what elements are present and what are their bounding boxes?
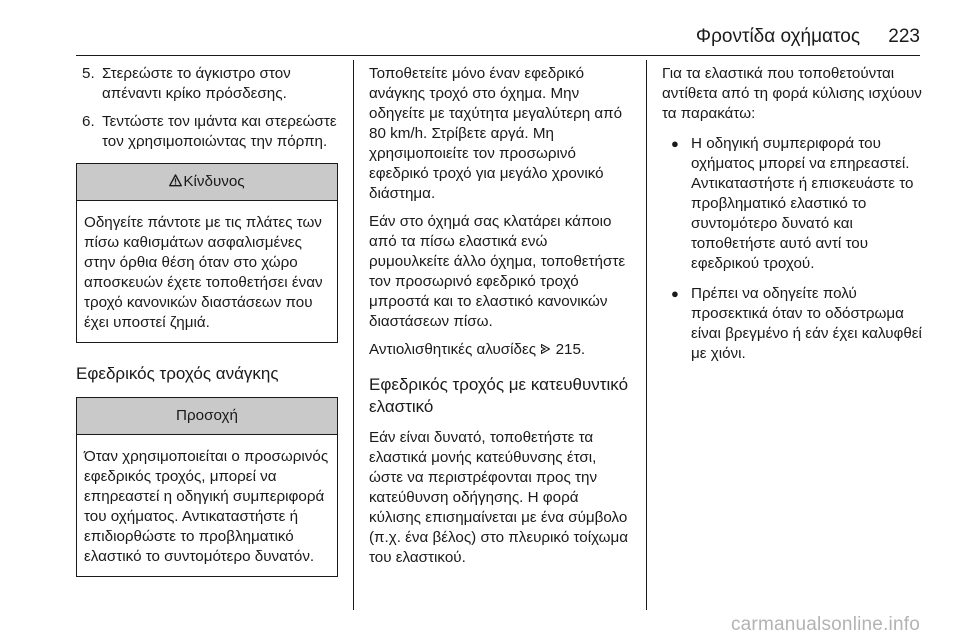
column-3 — [662, 64, 924, 374]
bullet-list — [662, 134, 924, 364]
caution-box-header — [77, 398, 337, 435]
danger-box — [76, 163, 338, 343]
list-item — [662, 284, 924, 364]
page-number: 223 — [888, 26, 920, 47]
cross-reference — [369, 340, 631, 360]
step-number: 6. — [82, 113, 95, 130]
warning-triangle-icon — [169, 174, 182, 187]
cross-reference-page: 215. — [555, 341, 586, 358]
step-number: 5. — [82, 65, 95, 82]
step-text: Στερεώστε το άγκιστρο στον απέναντι κρίκο πρόσδεσης. — [102, 65, 291, 102]
cross-reference-text: Αντιολισθητικές αλυσίδες — [369, 341, 537, 358]
page-reference-arrow-icon — [540, 343, 551, 355]
danger-box-text: Οδηγείτε πάντοτε με τις πλάτες των πίσω καθισμάτων ασφαλισμένες στην όρθια θέση όταν στο χώρο αποσκευών έχετε τοποθετήσει έναν τροχό κανονικών διαστάσεων που έχει υποστεί ζημιά. — [84, 214, 323, 331]
bullet-text: Πρέπει να οδηγείτε πολύ προσεκτικά όταν το οδόστρωμα είναι βρεγμένο ή εάν έχει καλυφθεί με χιόνι. — [691, 285, 922, 362]
paragraph: Για τα ελαστικά που τοποθετούνται αντίθετα από τη φορά κύλισης ισχύουν τα παρακάτω: — [662, 65, 922, 122]
column-divider-2 — [646, 60, 647, 610]
step-item — [76, 64, 338, 104]
section-header-title: Φροντίδα οχήματος — [695, 26, 860, 47]
column-2 — [369, 64, 631, 576]
bullet-icon: ● — [671, 136, 679, 151]
list-item — [662, 134, 924, 274]
steps-list — [76, 64, 338, 152]
column-divider-1 — [353, 60, 354, 610]
caution-box — [76, 397, 338, 577]
column-1 — [76, 64, 338, 591]
danger-box-header — [77, 164, 337, 201]
paragraph: Εάν είναι δυνατό, τοποθετήστε τα ελαστικά μονής κατεύθυνσης έτσι, ώστε να περιστρέφονται προς την κατεύθυνση οδήγησης. Η φορά κύλισης επισημαίνεται με ένα σύμβολο (π.χ. ένα βέλος) στο πλευρικό τοίχωμα του ελαστικού. — [369, 429, 629, 566]
watermark: carmanualsonline.info — [730, 614, 920, 635]
header-rule — [76, 55, 920, 56]
paragraph: Τοποθετείτε μόνο έναν εφεδρικό ανάγκης τροχό στο όχημα. Μην οδηγείτε με ταχύτητα μεγαλύτερη από 80 km/h. Στρίβετε αργά. Μη χρησιμοποιείτε τον προσωρινό εφεδρικό τροχό για μεγάλο χρονικό διάστημα. — [369, 65, 623, 202]
section-title-directional-tyre: Εφεδρικός τροχός με κατευθυντικό ελαστικό — [369, 375, 629, 416]
page-header — [0, 0, 960, 60]
step-text: Τεντώστε τον ιμάντα και στερεώστε τον χρησιμοποιώντας την πόρπη. — [102, 113, 337, 150]
caution-box-text: Όταν χρησιμοποιείται ο προσωρινός εφεδρικός τροχός, μπορεί να επηρεαστεί η οδηγική συμπεριφορά του οχήματος. Αντικαταστήστε ή επιδιορθώστε το προβληματικό ελαστικό το συντομότερο δυνατόν. — [84, 448, 329, 565]
bullet-text: Η οδηγική συμπεριφορά του οχήματος μπορεί να επηρεαστεί. Αντικαταστήστε ή επισκευάστε το προβληματικό ελαστικό το συντομότερο δυνατό και τοποθετήστε αυτό αντί του εφεδρικού τροχού. — [691, 135, 914, 272]
danger-box-title: Κίνδυνος — [183, 173, 245, 190]
paragraph: Εάν στο όχημά σας κλατάρει κάποιο από τα πίσω ελαστικά ενώ ρυμουλκείτε άλλο όχημα, τοποθετήστε τον προσωρινό εφεδρικό τροχό μπροστά και το ελαστικό κανονικών διαστάσεων πίσω. — [369, 213, 626, 330]
bullet-icon: ● — [671, 286, 679, 301]
caution-box-title: Προσοχή — [176, 407, 238, 424]
section-title-spare-wheel: Εφεδρικός τροχός ανάγκης — [76, 364, 279, 383]
step-item — [76, 112, 338, 152]
